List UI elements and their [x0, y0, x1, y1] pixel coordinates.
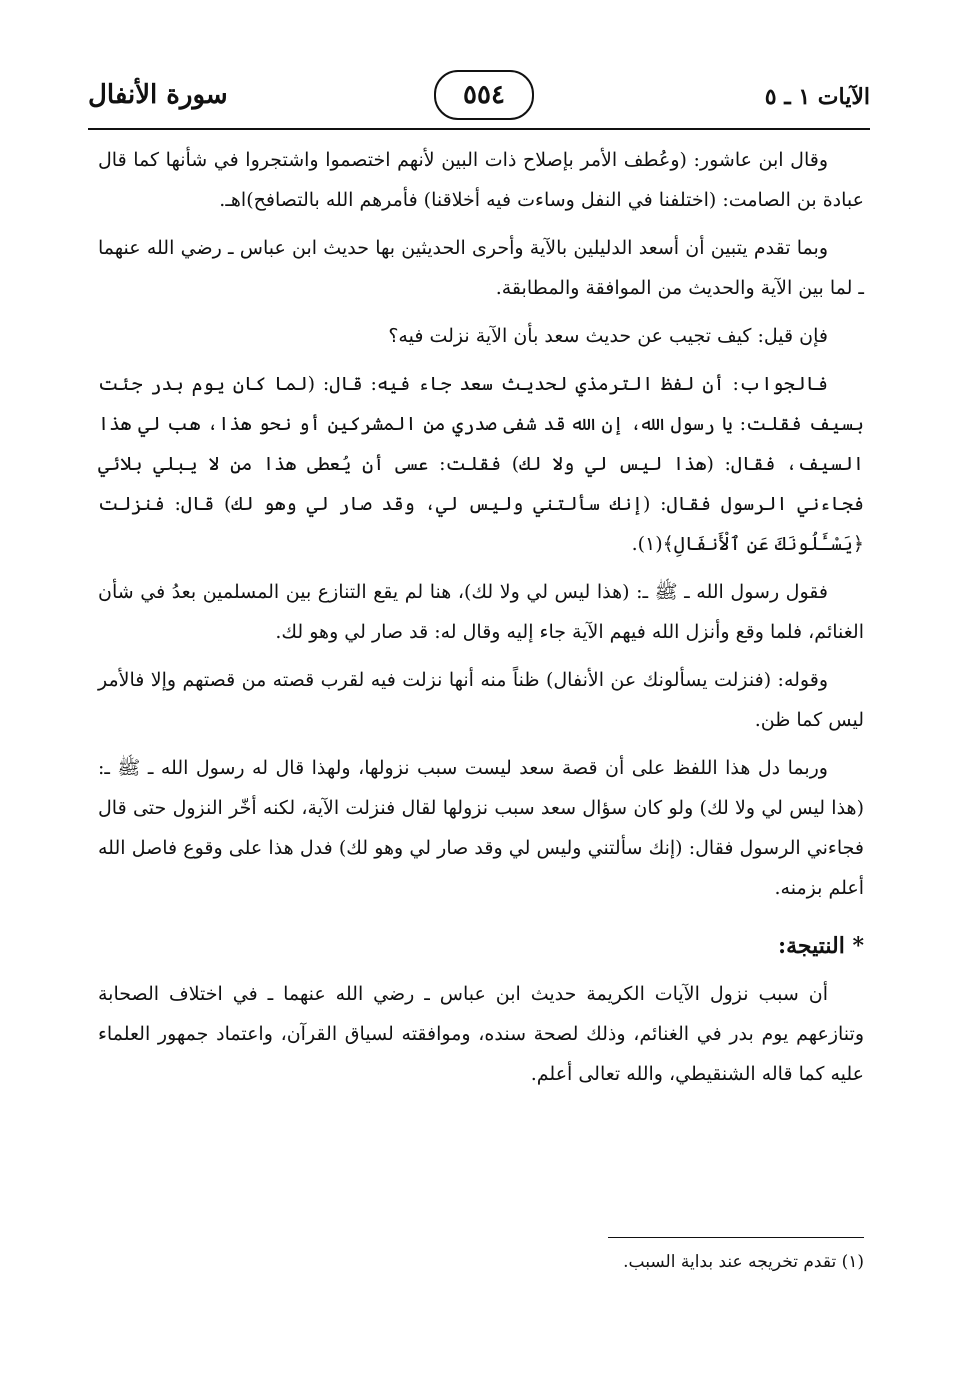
paragraph-result: أن سبب نزول الآيات الكريمة حديث ابن عباس ـ رضي الله عنهما ـ في اختلاف الصحابة وتنازعهم يوم بدر في الغنائم، وذلك لصحة سنده، وموافقته لسياق القرآن، واعتماد جمهور العلماء عليه كما قاله الشنقيطي، والله تعالى أعلم.: [98, 983, 864, 1085]
paragraph-answer: فالجواب: أن لفظ الترمذي لحديث سعد جاء فيه: قال: (لما كان يوم بدر جئت بسيف فقلت: يا رسول الله، إن الله قد شفى صدري من المشركين أو نحو هذا، هب لي هذا السيف، فقال: (هذا ليس لي ولا لك) فقلت: عسى أن يُعطى هذا من لا يبلي بلائي فجاءني الرسول فقال: (إنك سألتني وليس لي، وقد صار لي وهو لك) قال: فنزلت ﴿يَسْـَٔلُونَكَ عَنِ ٱلْأَنفَالِ﴾(١).: [98, 373, 864, 555]
paragraph-evidence: وربما دل هذا اللفظ على أن قصة سعد ليست سبب نزولها، ولهذا قال له رسول الله ـ ﷺ ـ: (هذا ليس لي ولا لك) ولو كان سؤال سعد سبب نزولها لقال فنزلت الآية، لكنه أخّر النزول حتى قال فجاءني الرسول فقال: (إنك سألتني وليس لي وقد صار لي وهو لك) فدل هذا على وقوع فاصل الله أعلم بزمنه.: [98, 757, 864, 899]
verses-range: الآيات ١ ـ ٥: [764, 84, 870, 110]
paragraph-prophet-saying: فقول رسول الله ـ ﷺ ـ: (هذا ليس لي ولا لك)، هنا لم يقع التنازع بين المسلمين بعدُ في شأن الغنائم، فلما وقع وأنزل الله فيهم الآية جاء إليه وقال له: قد صار لي وهو لك.: [98, 581, 864, 643]
main-text: [98, 140, 864, 1102]
header-divider: [88, 128, 870, 130]
paragraph-his-saying: وقوله: (فنزلت يسألونك عن الأنفال) ظناً منه أنها نزلت فيه لقرب قصته من قصتهم وإلا فالأمر ليس كما ظن.: [98, 669, 864, 731]
page-header: [88, 70, 870, 140]
paragraph-question: فإن قيل: كيف تجيب عن حديث سعد بأن الآية نزلت فيه؟: [388, 325, 828, 347]
paragraph-preferred-hadith: وبما تقدم يتبين أن أسعد الدليلين بالآية وأحرى الحديثين بها حديث ابن عباس ـ رضي الله عنهما ـ لما بين الآية والحديث من الموافقة والمطابقة.: [98, 237, 864, 299]
paragraph-ibn-ashur: وقال ابن عاشور: (وعُطف الأمر بإصلاح ذات البين لأنهم اختصموا واشتجروا في شأنها كما قال عبادة بن الصامت: (اختلفنا في النفل وساءت فيه أخلاقنا) فأمرهم الله بالتصافح)اهـ.: [98, 149, 864, 211]
page-number: ٥٥٤: [434, 70, 534, 120]
footnote: (١) تقدم تخريجه عند بداية السبب.: [623, 1252, 864, 1272]
surah-title: سورة الأنفال: [88, 80, 228, 110]
result-heading: * النتيجة:: [777, 933, 864, 959]
footnote-divider: [608, 1237, 864, 1238]
